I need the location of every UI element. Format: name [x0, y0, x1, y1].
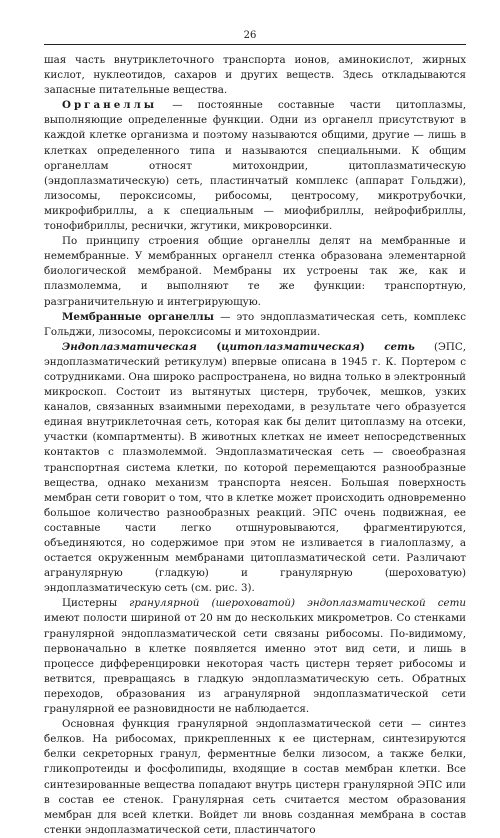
paragraph-continuation: шая часть внутриклеточного транспорта ионов, аминокислот, жирных кислот, нуклеотидов, сахаров и других веществ. Здесь откладываются запасные питательные вещества. — [44, 54, 466, 97]
paragraph-organelles — [44, 98, 466, 234]
term-er-paren-open: ( — [196, 340, 222, 353]
term-organelles: Органеллы — [62, 99, 158, 112]
paragraph-granular-er — [44, 596, 466, 717]
paragraph-membrane-organelles — [44, 310, 466, 340]
paragraph-function: Основная функция гранулярной эндоплазматической сети — синтез белков. На рибосомах, прикрепленных к ее цистернам, синтезируются белки секреторных гранул, ферментные белки лизосом, а также белки, гликопротеиды и фосфолипиды, входящие в состав мембран клетки. Все синтезированные вещества попадают внутрь цистерн гранулярной ЭПС или в состав ее стенок. Гранулярная сеть считается местом образования мембран для всей клетки. Войдет ли вновь созданная мембрана в состав стенки эндоплазматической сети, пластинчатого — [44, 718, 466, 836]
paragraph-text: (ЭПС, эндоплазматический ретикулум) впервые описана в 1945 г. К. Портером с сотрудниками. Она широко распространена, но видна только в электронный микроскоп. Состоит из вытянутых цистерн, трубочек, мешков, узких каналов, связанных взаимными переходами, в результате чего образуется единая внутриклеточная сеть, которая как бы делит цитоплазму на отсеки, участки (компартменты). В животных клетках не имеет непосредственных контактов с плазмолеммой. Эндоплазматическая сеть — своеобразная транспортная система клетки, по которой перемещаются разнообразные вещества, однако механизм транспорта неясен. Большая поверхность мембран сети говорит о том, что в клетке может происходить одновременно большое количество разнообразных реакций. ЭПС очень подвижная, ее составные части легко отшнуровываются, фрагментируются, объединяются, но содержимое при этом не изливается в гиалоплазму, а остается окруженным мембранами цитоплазматической сети. Различают агранулярную (гладкую) и гранулярную (шероховатую) эндоплазматическую сеть (см. рис. 3). — [44, 340, 466, 595]
paragraph-text: — это эндоплазматическая сеть, комплекс Гольджи, лизосомы, пероксисомы и митохондрии. — [44, 310, 466, 338]
paragraph-er — [44, 340, 466, 597]
paragraph-text: имеют полости шириной от 20 нм до нескольких микрометров. Со стенками гранулярной эндоплазматической сети связаны рибосомы. По-видимому, первоначально в клетке появляется именно этот вид сети, и лишь в процессе дифференцировки некоторая часть цистерн теряет рибосомы и ветвится, превращаясь в гладкую эндоплазматическую сеть. Обратных переходов, образования из агранулярной эндоплазматической сети гранулярной ее разновидности не наблюдается. — [44, 612, 466, 716]
term-er-paren-close: ) — [359, 340, 385, 353]
paragraph-lead: Цистерны — [62, 597, 130, 610]
term-granular-er: гранулярной (шероховатой) эндоплазматической сети — [129, 597, 466, 610]
paragraph-text: — постоянные составные части цитоплазмы, выполняющие определенные функции. Одни из органелл присутствуют в каждой клетке организма и поэтому называются общими, другие — лишь в клетках определенного типа и называются специальными. К общим органеллам относят митохондрии, цитоплазматическую (эндоплазматическую) сеть, пластинчатый комплекс (аппарат Гольджи), лизосомы, пероксисомы, рибосомы, центросому, микротрубочки, микрофибриллы, а к специальным — миофибриллы, нейрофибриллы, тонофибриллы, реснички, жгутики, микроворсинки. — [44, 99, 466, 233]
header-rule — [44, 44, 466, 45]
paragraph-classification: По принципу строения общие органеллы делят на мембранные и немембранные. У мембранных органелл стенка образована элементарной биологической мембраной. Мембраны их устроены так же, как и плазмолемма, и выполняют те же функции: транспортную, разграничительную и интегрирующую. — [44, 235, 466, 308]
term-membrane-organelles: Мембранные органеллы — [62, 310, 214, 323]
body-text — [44, 53, 466, 838]
term-er-1: Эндоплазматическая — [62, 340, 197, 353]
page-number: 26 — [243, 30, 257, 41]
term-er-3: сеть — [384, 340, 415, 353]
term-er-2: цитоплазматическая — [221, 340, 360, 353]
